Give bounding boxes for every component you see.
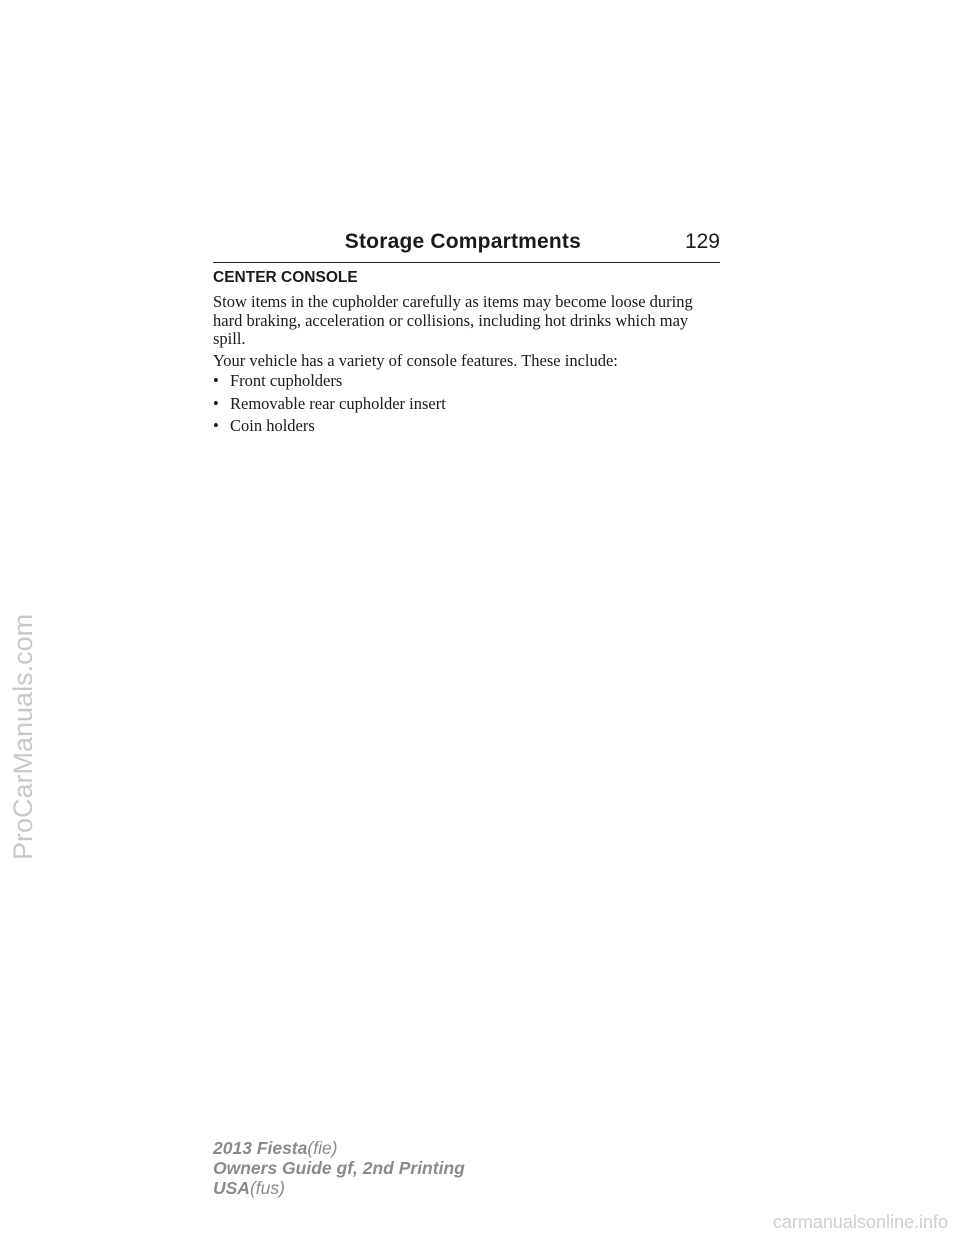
footer-model-code: (fie) (307, 1138, 338, 1158)
console-features-intro: Your vehicle has a variety of console features. These include: (213, 351, 618, 370)
header-title: Storage Compartments (344, 230, 581, 253)
list-item-label: Removable rear cupholder insert (230, 393, 446, 413)
bullet-icon: • (213, 416, 219, 435)
list-item (213, 395, 446, 418)
bottom-watermark: carmanualsonline.info (772, 1212, 948, 1232)
cupholder-warning-paragraph: Stow items in the cupholder carefully as items may become loose during hard braking, acceleration or collisions, including hot drinks which may spill. (213, 292, 693, 348)
document-footer (213, 1138, 465, 1198)
footer-model: 2013 Fiesta (213, 1138, 308, 1158)
footer-region-code: (fus) (249, 1178, 285, 1198)
bullet-icon: • (213, 371, 219, 390)
bullet-icon: • (213, 393, 219, 413)
page-header (213, 228, 720, 263)
footer-line-model (213, 1138, 465, 1158)
list-item-label: Coin holders (230, 416, 315, 435)
footer-region: USA (213, 1178, 250, 1198)
footer-line-guide: Owners Guide gf, 2nd Printing (213, 1158, 465, 1178)
section-title: CENTER CONSOLE (213, 269, 358, 286)
console-features-list (213, 372, 446, 440)
page-number: 129 (684, 230, 720, 253)
list-item (213, 372, 446, 395)
side-watermark: ProCarManuals.com (8, 613, 38, 860)
list-item-label: Front cupholders (230, 371, 343, 390)
list-item (213, 417, 446, 440)
footer-line-region (213, 1178, 465, 1198)
